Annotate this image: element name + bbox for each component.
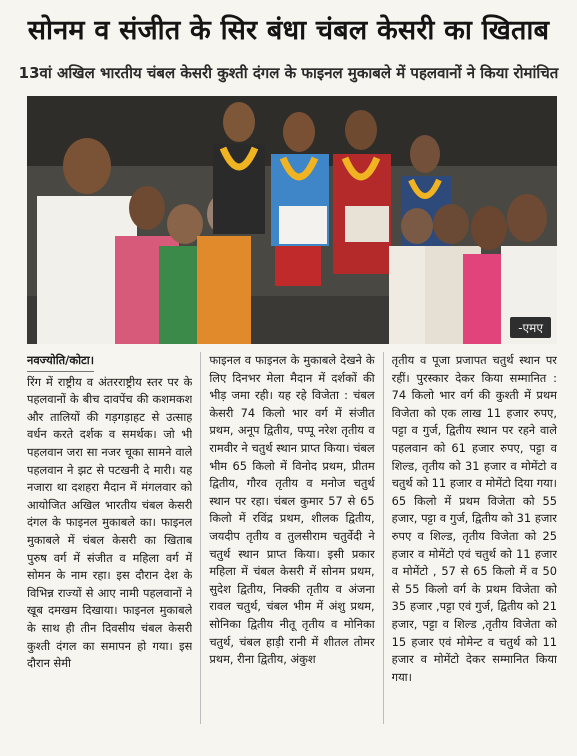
wrestlers-award-ceremony-photo <box>27 96 557 344</box>
article-column-3 <box>392 352 557 724</box>
column-divider <box>383 352 384 724</box>
photo-credit: -एमए <box>510 317 551 338</box>
subheadline: 13वां अखिल भारतीय चंबल केसरी कुश्ती दंगल के फाइनल मुकाबले में पहलवानों ने किया रोमांचित <box>18 64 559 82</box>
article-body <box>27 352 557 724</box>
article-text-1: रिंग में राष्ट्रीय व अंतरराष्ट्रीय स्तर पर के पहलवानों के बीच दावपेंच की कशमकश और तालियों की गड़गड़ाहट से उत्साह वर्धन करते दर्शक व समर्थक। जो भी पहलवान जरा सा नजर चूका सामने वाले पहलवान ने झट से पटखनी दे मारी। यह नजारा था दशहरा मैदान में मंगलवार को आयोजित अखिल भारतीय चंबल केसरी दंगल के फाइनल मुकाबले का। फाइनल मुकाबले में चंबल केसरी का खिताब पुरुष वर्ग में संजीत व महिला वर्ग में सोमन के नाम रहा। इस दौरान देश के विभिन्न राज्यों से आए नामी पहलवानों ने खूब दमखम दिखाया। फाइनल मुकाबले के साथ ही तीन दिवसीय चंबल केसरी कुश्ती दंगल का समापन हो गया। इस दौरान सेमी <box>27 374 193 671</box>
article-column-2 <box>209 352 374 724</box>
headline: सोनम व संजीत के सिर बंधा चंबल केसरी का खिताब <box>27 14 550 46</box>
article-text-2: फाइनल व फाइनल के मुकाबले देखने के लिए दिनभर मेला मैदान में दर्शकों की भीड़ जमा रही। यह रहे विजेता : चंबल केसरी 74 किलो भार वर्ग में संजीत प्रथम, अनूप द्वितीय, पप्पू नरेश तृतीय व रामवीर ने चतुर्थ स्थान प्राप्त किया। चंबल भीम 65 किलो में विनोद प्रथम, प्रीतम द्वितीय, गौरव तृतीय व मनोज चतुर्थ स्थान पर रहा। चंबल कुमार 57 से 65 किलो में रविंद्र प्रथम, शीलक द्वितीय, जयदीप तृतीय व तुलसीराम चतुर्वेदी ने चतुर्थ स्थान प्राप्त किया। इसी प्रकार महिला में चंबल केसरी में सोनम प्रथम, सुदेश द्वितीय, निक्की तृतीय व अंजना रावल चतुर्थ, चंबल भीम में अंशु प्रथम, सोनिका द्वितीय नीतू तृतीय व मोनिका चतुर्थ, चंबल हाड़ी रानी में शीतल तोमर प्रथम, रीना द्वितीय, अंकुश <box>209 353 375 667</box>
news-photo <box>27 96 557 344</box>
article-column-1 <box>27 352 192 724</box>
dateline: नवज्योति/कोटा। <box>27 352 94 372</box>
article-text-3: तृतीय व पूजा प्रजापत चतुर्थ स्थान पर रहीं। पुरस्कार देकर किया सम्मानित : 74 किलो भार वर्ग की कुश्ती में प्रथम विजेता को एक लाख 11 हजार रुपए, पट्टा व गुर्ज, द्वितीय स्थान पर रहने वाले पहलवान को 61 हजार रुपए, पट्टा व शिल्ड, तृतीय को 31 हजार व मोमेंटो व चतुर्थ को 11 हजार व मोमेंटो दिया गया। 65 किलो में प्रथम विजेता को 55 हजार, पट्टा व गुर्ज, द्वितीय को 31 हजार रुपए व शिल्ड, तृतीय विजेता को 25 हजार व मोमेंटो एवं चतुर्थ को 11 हजार व मोमेंटो , 57 से 65 किलो में व 50 से 55 किलो वर्ग के प्रथम विजेता को 35 हजार ,पट्टा एवं गुर्ज, द्वितीय को 21 हजार, पट्टा व शिल्ड ,तृतीय विजेता को 15 हजार एवं मोमेन्ट व चतुर्थ को 11 हजार व मोमेंटो देकर सम्मानित किया गया। <box>391 353 557 684</box>
column-divider <box>200 352 201 724</box>
